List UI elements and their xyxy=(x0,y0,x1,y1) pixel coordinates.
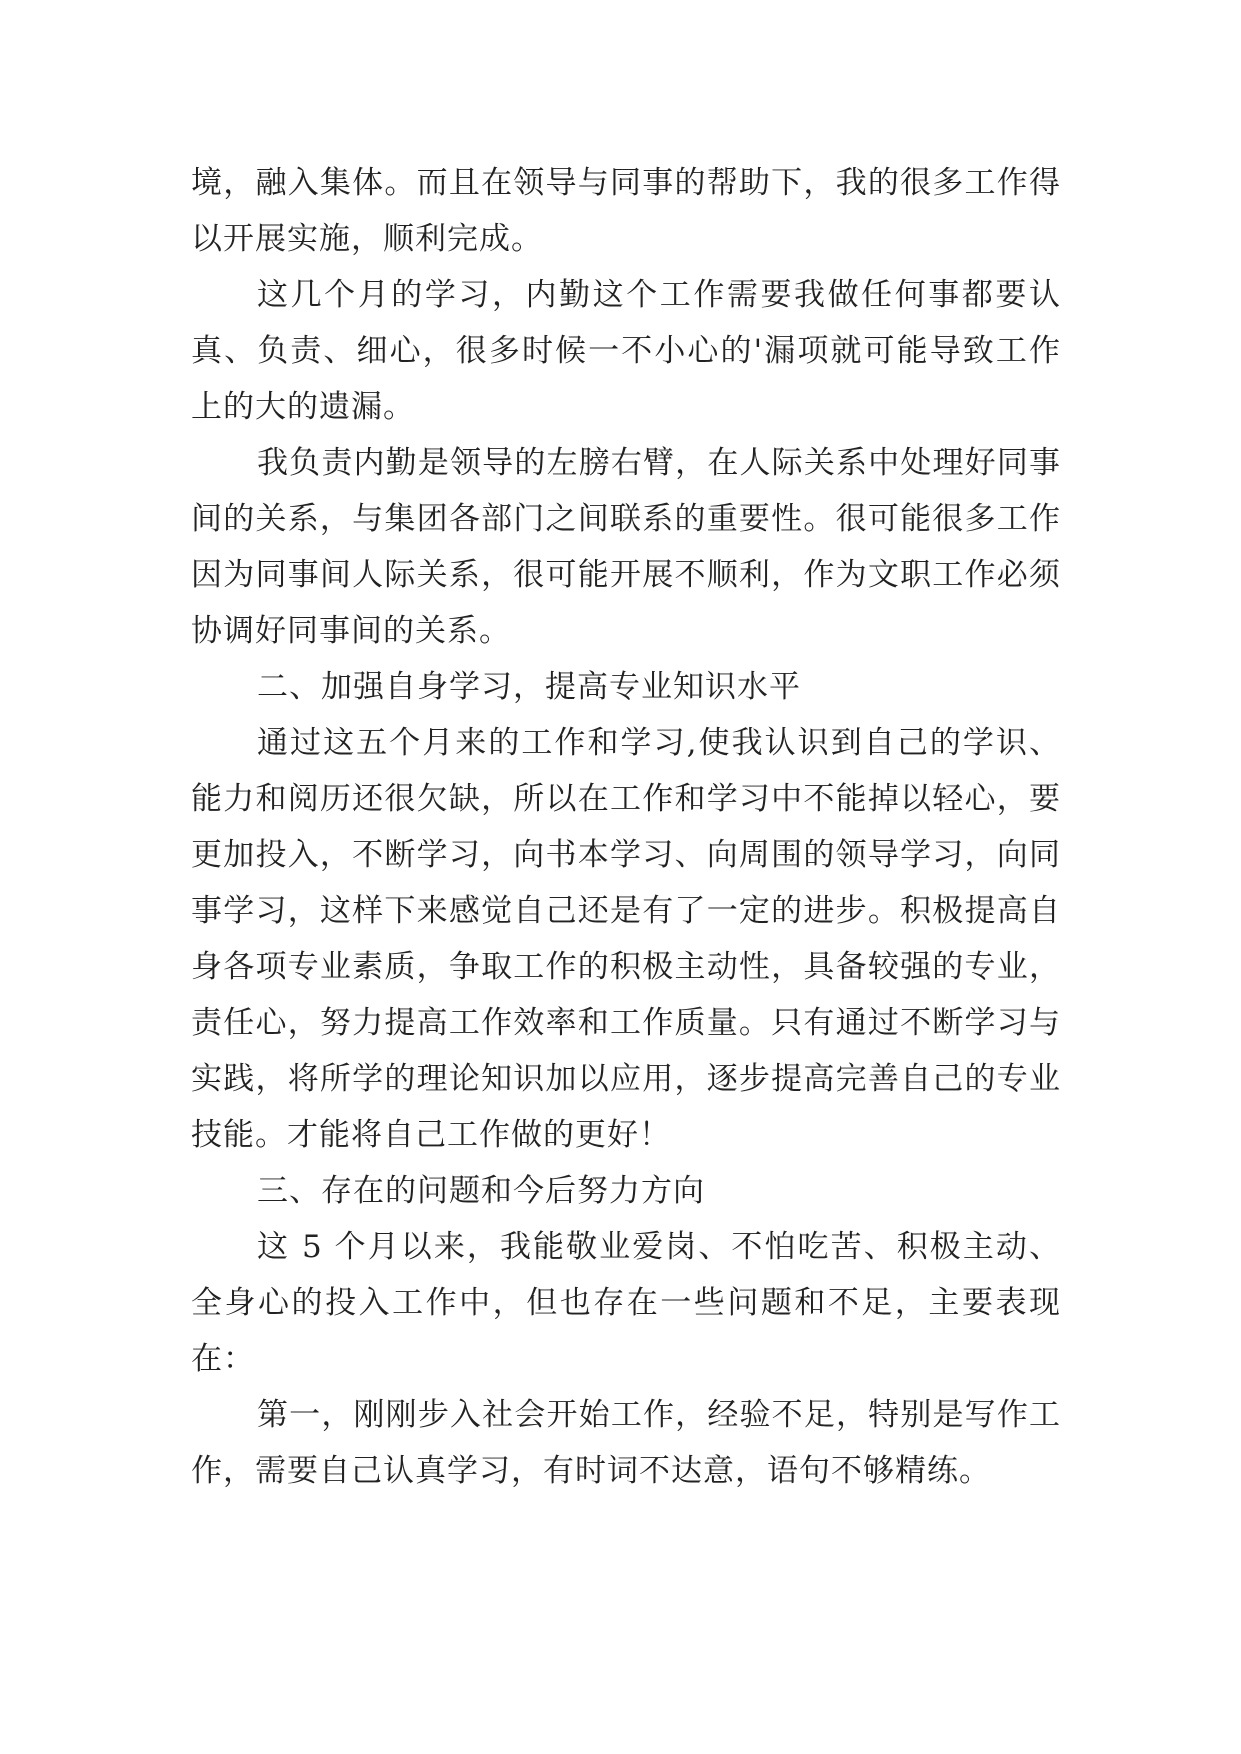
paragraph-relationships: 我负责内勤是领导的左膀右臂，在人际关系中处理好同事间的关系，与集团各部门之间联系的重要性。很可能很多工作因为同事间人际关系，很可能开展不顺利，作为文职工作必须协调好同事间的关系。 xyxy=(191,445,1061,649)
paragraph-problems: 这 5 个月以来，我能敬业爱岗、不怕吃苦、积极主动、全身心的投入工作中，但也存在一些问题和不足，主要表现在： xyxy=(191,1229,1061,1377)
section-heading-2: 二、加强自身学习，提高专业知识水平 xyxy=(257,669,801,705)
paragraph-first-problem: 第一，刚刚步入社会开始工作，经验不足，特别是写作工作，需要自己认真学习，有时词不达意，语句不够精练。 xyxy=(191,1397,1061,1489)
paragraph-study-summary: 这几个月的学习，内勤这个工作需要我做任何事都要认真、负责、细心，很多时候一不小心的'漏项就可能导致工作上的大的遗漏。 xyxy=(191,277,1061,425)
paragraph-continuation: 境，融入集体。而且在领导与同事的帮助下，我的很多工作得以开展实施，顺利完成。 xyxy=(191,165,1061,257)
section-heading-3: 三、存在的问题和今后努力方向 xyxy=(257,1173,705,1209)
document-body xyxy=(191,155,1061,1499)
paragraph-self-study: 通过这五个月来的工作和学习,使我认识到自己的学识、能力和阅历还很欠缺，所以在工作和学习中不能掉以轻心，要更加投入，不断学习，向书本学习、向周围的领导学习，向同事学习，这样下来感觉自己还是有了一定的进步。积极提高自身各项专业素质，争取工作的积极主动性，具备较强的专业，责任心，努力提高工作效率和工作质量。只有通过不断学习与实践，将所学的理论知识加以应用，逐步提高完善自己的专业技能。才能将自己工作做的更好！ xyxy=(191,725,1061,1153)
